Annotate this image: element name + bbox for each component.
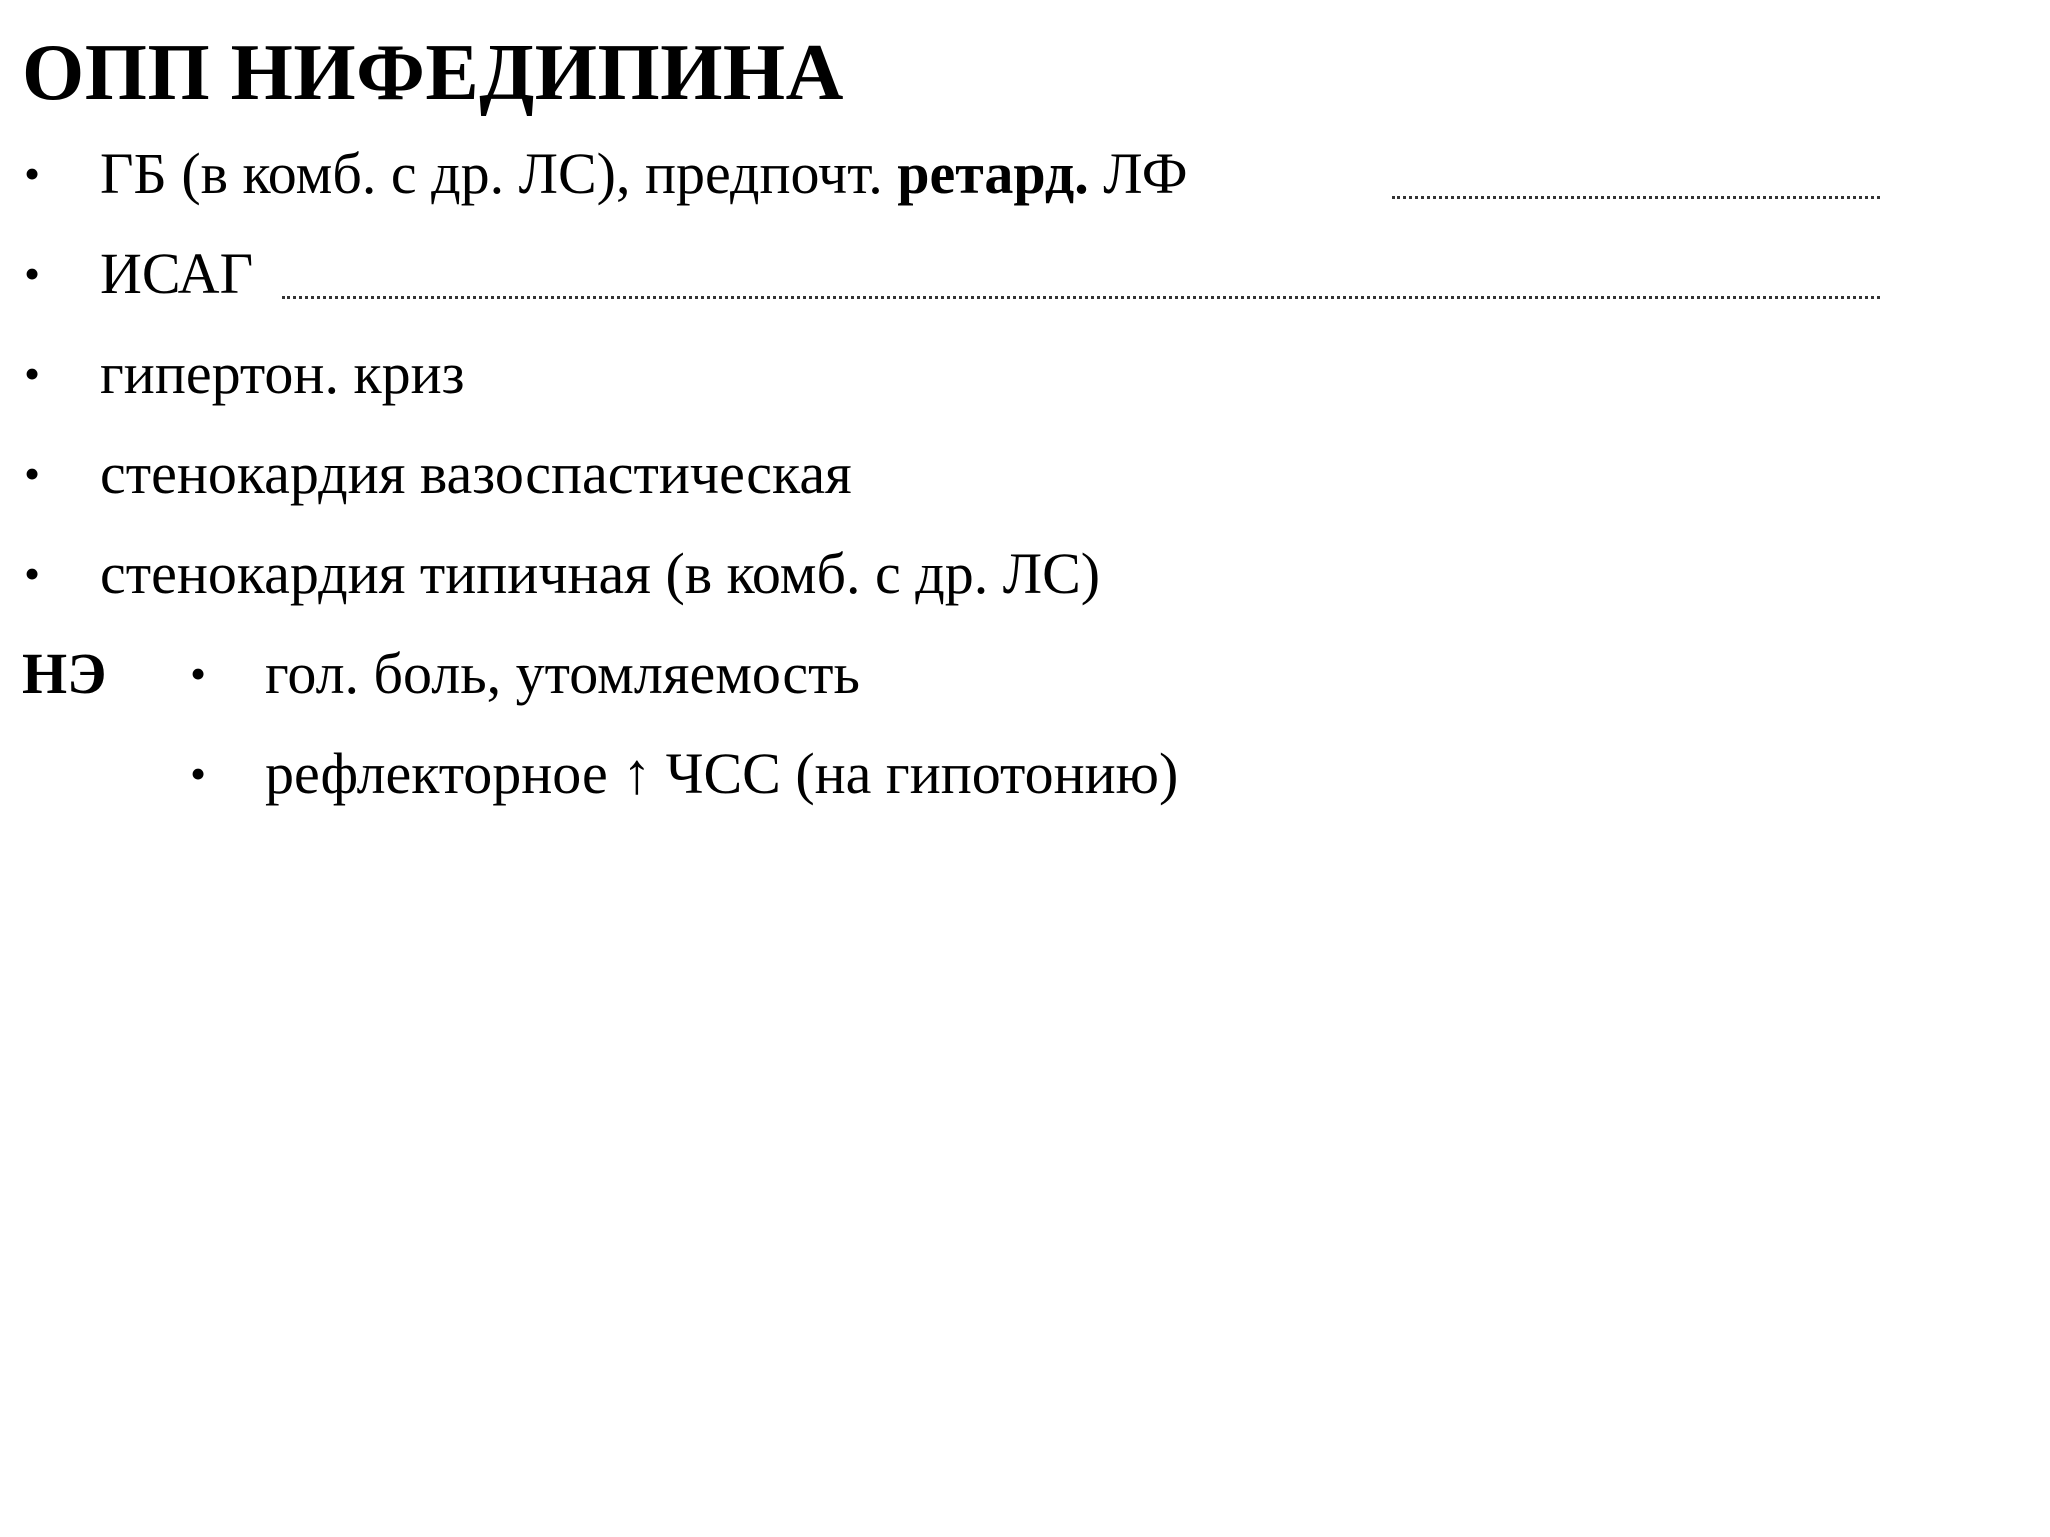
slide-title: ОПП НИФЕДИПИНА — [22, 29, 844, 117]
fill-line — [1392, 196, 1880, 199]
indication-text: ИСАГ — [100, 241, 254, 306]
list-item — [0, 324, 2050, 424]
bullet-icon: • — [190, 648, 207, 699]
side-effects-label: НЭ — [22, 641, 107, 706]
indication-text — [100, 124, 1188, 224]
indication-text: стенокардия вазоспастическая — [100, 441, 852, 506]
bullet-icon: • — [190, 748, 207, 799]
list-item — [0, 224, 2050, 324]
side-effects-item — [0, 724, 2050, 824]
bullet-icon: • — [24, 248, 41, 299]
bullet-icon: • — [24, 348, 41, 399]
indication-text: гипертон. криз — [100, 341, 465, 406]
indication-text: стенокардия типичная (в комб. с др. ЛС) — [100, 541, 1101, 606]
fill-line — [282, 296, 1880, 299]
bullet-icon: • — [24, 448, 41, 499]
side-effect-text: рефлекторное ↑ ЧСС (на гипотонию) — [265, 741, 1179, 806]
side-effect-text: гол. боль, утомляемость — [265, 641, 860, 706]
indication-bold-text: ретард. — [897, 141, 1089, 206]
indication-text-part: ГБ (в комб. с др. ЛС), предпочт. — [100, 141, 898, 206]
list-item — [0, 124, 2050, 224]
list-item — [0, 424, 2050, 524]
list-item — [0, 524, 2050, 624]
bullet-icon: • — [24, 548, 41, 599]
side-effects-item — [0, 624, 2050, 724]
bullet-icon: • — [24, 148, 41, 199]
indication-text-part: ЛФ — [1088, 141, 1188, 206]
